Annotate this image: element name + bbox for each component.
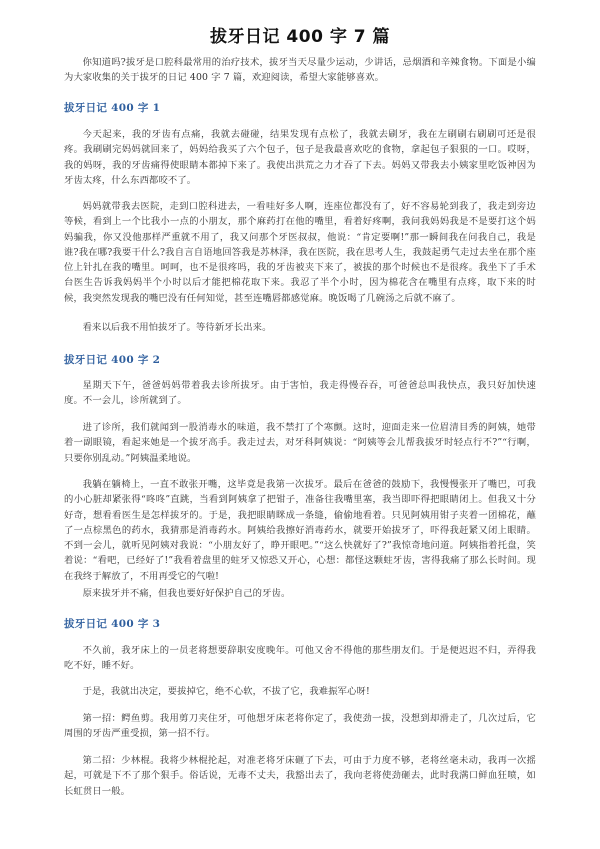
section-2-paragraph-3: 我躺在躺椅上，一直不敢张开嘴，这毕竟是我第一次拔牙。最后在爸爸的鼓励下，我慢慢张开了嘴巴，可我的小心脏却紧张得“咚咚”直跳，当看到阿姨拿了把钳子，准备往我嘴里塞，我当即吓得把眼睛闭上。但我又十分好奇，想看看医生是怎样拔牙的。于是，我把眼睛眯成一条缝，偷偷地看着。只见阿姨用钳子夹着一团棉花，蘸了一点棕黑色的药水，我猜那是消毒药水。阿姨给我擦好消毒药水，就要开始拔牙了，吓得我赶紧又闭上眼睛。不到一会儿，就听见阿姨对我说：“小朋友好了，睁开眼吧。”“这么快就好了?”我惊奇地问道。阿姨指着托盘，笑着说：“看吧，已经好了!”我看着盘里的蛀牙又惊恐又开心，心想：都怪这颗蛀牙齿，害得我痛了那么长时间。现在我终于解放了，不用再受它的气啦!: [64, 479, 536, 582]
section-2-paragraph-4: 原来拔牙并不痛，但我也要好好保护自己的牙齿。: [82, 588, 291, 599]
section-2-paragraph-1: 星期天下午，爸爸妈妈带着我去诊所拔牙。由于害怕，我走得慢吞吞，可爸爸总叫我快点，我只好加快速度。不一会儿，诊所就到了。: [64, 380, 536, 407]
section-3-paragraph-1: 不久前，我牙床上的一员老将想要辞职安度晚年。可他又舍不得他的那些朋友们。于是便迟迟不归，弄得我吃不好，睡不好。: [64, 645, 536, 672]
section-3-paragraph-4: 第二招：少林棍。我将少林棍抡起，对准老将牙床砸了下去，可由于力度不够，老将丝毫未动，我再一次摇起，可就是下不了那个狠手。俗话说，无毒不丈夫，我豁出去了，我向老将使劲砸去，此时我满口鲜血狂喷，如长虹贯日一般。: [64, 755, 536, 797]
intro-paragraph: 你知道吗?拔牙是口腔科最常用的治疗技术，拔牙当天尽量少运动，少讲话，忌烟酒和辛辣食物。下面是小编为大家收集的关于拔牙的日记 400 字 7 篇，欢迎阅读，希望大家能够喜欢。: [64, 57, 536, 84]
section-heading-2: 拔牙日记 400 字 2: [64, 354, 161, 366]
section-3-paragraph-2: 于是，我就出决定，要拔掉它，绝不心软，不拔了它，我难振军心呀!: [82, 686, 370, 697]
section-2-paragraph-2: 进了诊所，我们就闻到一股消毒水的味道，我不禁打了个寒颤。这时，迎面走来一位眉清目秀的阿姨，她带着一副眼镜，看起来她是一个拔牙高手。我走过去，对牙科阿姨说：“阿姨等会儿帮我拔牙时轻点行不?”“行啊，只要你别乱动。”阿姨温柔地说。: [64, 422, 536, 464]
section-3-paragraph-3: 第一招：鳄鱼剪。我用剪刀夹住牙，可他想牙床老将你定了，我使劲一拔，没想到却滑走了，几次过后，它周围的牙齿严重受损，第一招不行。: [64, 713, 536, 740]
section-1-paragraph-3: 看来以后我不用怕拔牙了。等待新牙长出来。: [82, 322, 272, 333]
section-heading-3: 拔牙日记 400 字 3: [64, 618, 161, 630]
section-1-paragraph-1: 今天起来，我的牙齿有点痛，我就去碰碰，结果发现有点松了，我就去刷牙，我在左刷刷右刷刷可还是很疼。我刷刷完妈妈就回来了，妈妈给我买了六个包子，包子是我最喜欢吃的食物，拿起包子狠狠的一口。哎呀，我的妈呀，我的牙齿痛得使眼睛本都掉下来了。我使出洪荒之力才吞了下去。妈妈又带我去小姨家里吃饭神因为牙齿太疼，什么东西都咬不了。: [64, 129, 536, 186]
page-title: 拔牙日记 400 字 7 篇: [210, 27, 390, 47]
section-1-paragraph-2: 妈妈就带我去医院，走到口腔科进去，一看哇好多人啊，连座位都没有了，好不容易轮到我了，我走到旁边等候，看到上一个比我小一点的小朋友，那个麻药打在他的嘴里，看着好疼啊，我问我妈妈我是不是要打这个妈妈骗我，你又没他那样严重就不用了，我又问那个牙医叔叔，他说：“肯定要啊!”那一瞬间我在问我自己，我是谁?我在哪?我要干什么?我自言自语地回答我是苏林泽，我在医院，我在思考人生，我鼓起勇气走过去坐在那个座位上针扎在我的嘴里。呵呵，也不是很疼吗，我的牙齿被夹下来了，被拔的那个时候也不是很疼。我坐下了手术台医生告诉我妈妈半个小时以后才能把棉花取下来。我忍了半个小时，因为棉花含在嘴里有点疼，取下来的时候，我突然发现我的嘴巴没有任何知觉，甚至连嘴唇都感觉麻。晚饭喝了几碗汤之后就不麻了。: [64, 201, 536, 304]
section-heading-1: 拔牙日记 400 字 1: [64, 102, 161, 114]
